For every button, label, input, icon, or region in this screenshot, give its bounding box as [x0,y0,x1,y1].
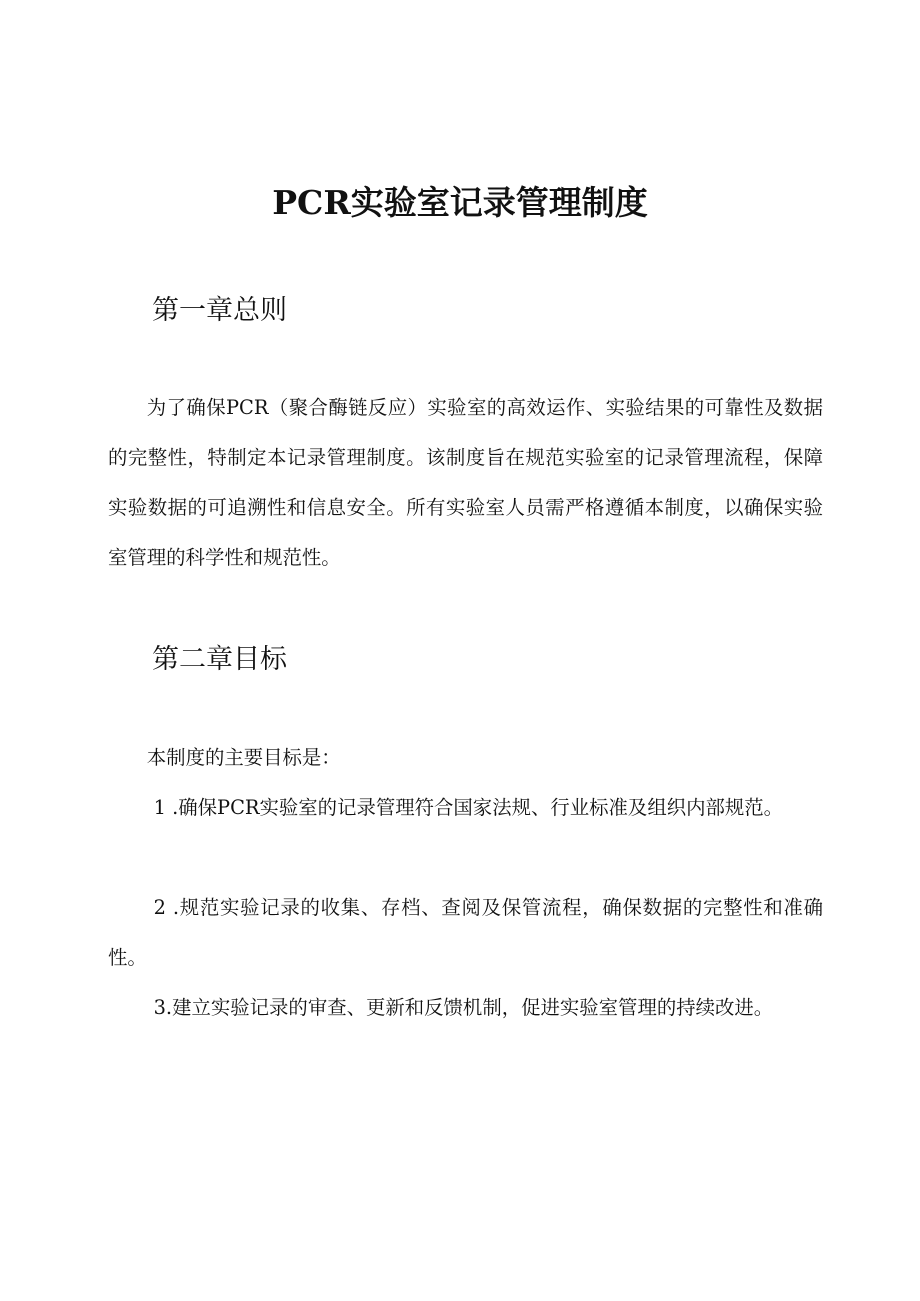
document-title: PCR实验室记录管理制度 [272,183,648,222]
goal-item-1: 1 .确保PCR实验室的记录管理符合国家法规、行业标准及组织内部规范。 [153,796,784,819]
chapter-1-heading: 第一章总则 [152,295,287,326]
goal-item-2: 2 .规范实验记录的收集、存档、查阅及保管流程，确保数据的完整性和准确性。 [108,896,823,969]
goal-item-3: 3.建立实验记录的审查、更新和反馈机制，促进实验室管理的持续改进。 [153,996,774,1019]
chapter-2-heading: 第二章目标 [152,644,287,675]
chapter-1-paragraph: 为了确保PCR（聚合酶链反应）实验室的高效运作、实验结果的可靠性及数据的完整性，特制定本记录管理制度。该制度旨在规范实验室的记录管理流程，保障实验数据的可追溯性和信息安全。所有实验室人员需严格遵循本制度，以确保实验室管理的科学性和规范性。 [108,396,823,569]
goals-intro: 本制度的主要目标是： [146,746,341,769]
